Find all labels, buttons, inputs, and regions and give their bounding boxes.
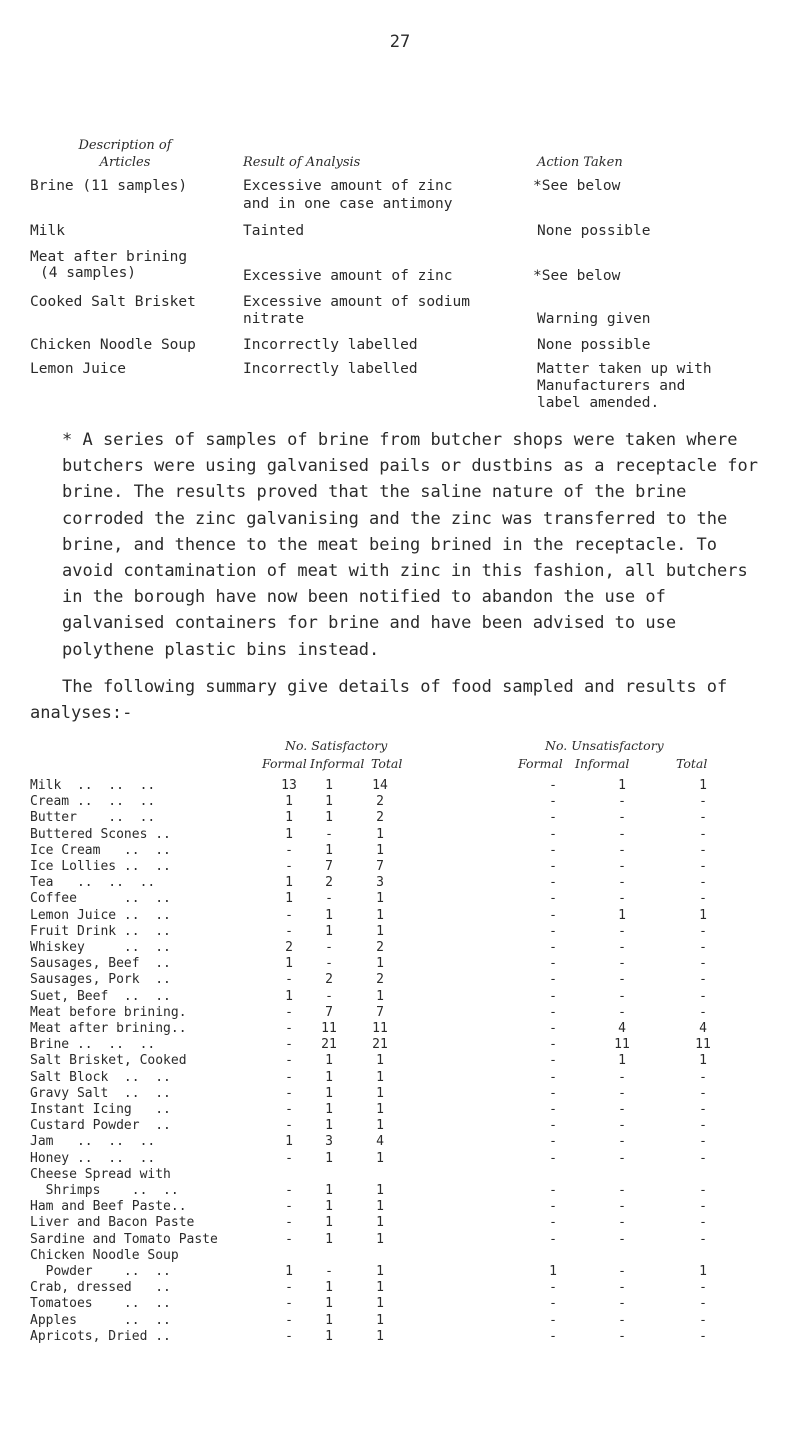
summary-value-unsat-total: - bbox=[699, 1231, 707, 1247]
summary-value-sat-formal: 13 bbox=[281, 778, 297, 793]
summary-value-sat-informal: - bbox=[325, 988, 333, 1004]
summary-value-unsat-informal: - bbox=[618, 1182, 626, 1198]
summary-value-unsat-informal: - bbox=[618, 1296, 626, 1312]
summary-value-unsat-informal: - bbox=[618, 1004, 626, 1020]
summary-value-unsat-informal: 1 bbox=[618, 1053, 626, 1069]
summary-value-sat-formal: - bbox=[285, 1118, 293, 1134]
summary-value-sat-informal: 1 bbox=[325, 1150, 333, 1166]
summary-value-sat-total: 1 bbox=[376, 1328, 384, 1344]
summary-item-name: Salt Brisket, Cooked bbox=[30, 1053, 187, 1069]
summary-value-unsat-total: - bbox=[699, 923, 707, 939]
summary-value-unsat-informal: - bbox=[618, 1118, 626, 1134]
summary-value-sat-total: 21 bbox=[372, 1037, 388, 1053]
summary-value-unsat-total: - bbox=[699, 1328, 707, 1344]
analysis-desc-meat-2: (4 samples) bbox=[40, 265, 137, 281]
summary-value-sat-total: 1 bbox=[376, 1231, 384, 1247]
summary-value-unsat-total: - bbox=[699, 956, 707, 972]
summary-value-sat-informal: 1 bbox=[325, 1118, 333, 1134]
summary-value-sat-formal: 1 bbox=[285, 988, 293, 1004]
analysis-result-brisket-2: nitrate bbox=[243, 311, 305, 327]
summary-value-unsat-informal: 11 bbox=[614, 1037, 630, 1053]
summary-value-sat-formal: 1 bbox=[285, 810, 293, 826]
analysis-action-brine: *See below bbox=[533, 178, 621, 194]
summary-value-sat-total: 1 bbox=[376, 1150, 384, 1166]
summary-value-unsat-informal: - bbox=[618, 1312, 626, 1328]
summary-value-sat-formal: - bbox=[285, 1215, 293, 1231]
summary-item-name: Meat after brining.. bbox=[30, 1021, 187, 1036]
summary-intro: The following summary give details of food sampled and results of analyses:- bbox=[30, 677, 728, 723]
summary-value-unsat-informal: - bbox=[618, 1085, 626, 1101]
summary-value-unsat-formal: - bbox=[549, 1312, 557, 1328]
summary-value-unsat-total: - bbox=[699, 972, 707, 988]
summary-value-sat-total: 4 bbox=[376, 1134, 384, 1150]
summary-value-sat-total: 1 bbox=[376, 1296, 384, 1312]
summary-item-name-cont: Shrimps .. .. bbox=[30, 1182, 179, 1198]
summary-value-unsat-formal: - bbox=[549, 907, 557, 923]
summary-value-unsat-formal: - bbox=[549, 1053, 557, 1069]
summary-value-unsat-total: - bbox=[699, 1280, 707, 1296]
summary-value-unsat-total: - bbox=[699, 1004, 707, 1020]
summary-value-sat-informal: 11 bbox=[321, 1021, 337, 1036]
summary-item-name: Coffee .. .. bbox=[30, 891, 171, 907]
summary-value-sat-total: 1 bbox=[376, 1069, 384, 1085]
summary-value-sat-informal: 3 bbox=[325, 1134, 333, 1150]
analysis-result-brine-1: Excessive amount of zinc bbox=[243, 178, 453, 194]
summary-value-sat-total: 1 bbox=[376, 1102, 384, 1117]
analysis-action-milk: None possible bbox=[537, 223, 651, 239]
analysis-result-soup: Incorrectly labelled bbox=[243, 337, 418, 353]
summary-value-sat-formal: - bbox=[285, 1231, 293, 1247]
summary-value-sat-informal: - bbox=[325, 940, 333, 955]
summary-col-informal-unsat: Informal bbox=[575, 756, 630, 771]
summary-value-unsat-total: - bbox=[699, 891, 707, 907]
analysis-result-lemon: Incorrectly labelled bbox=[243, 361, 418, 377]
summary-value-sat-informal: 21 bbox=[321, 1037, 337, 1053]
summary-value-sat-formal: - bbox=[285, 1280, 293, 1296]
summary-item-name: Tomatoes .. .. bbox=[30, 1296, 171, 1312]
summary-value-sat-formal: - bbox=[285, 1150, 293, 1166]
summary-value-unsat-formal: - bbox=[549, 1004, 557, 1020]
summary-value-unsat-informal: - bbox=[618, 1199, 626, 1215]
summary-value-sat-informal: 1 bbox=[325, 778, 333, 793]
summary-item-name: Sausages, Pork .. bbox=[30, 972, 171, 988]
summary-value-unsat-informal: - bbox=[618, 859, 626, 874]
summary-item-name: Ice Lollies .. .. bbox=[30, 859, 171, 874]
summary-col-formal-unsat: Formal bbox=[518, 756, 563, 771]
analysis-action-meat: *See below bbox=[533, 268, 621, 284]
summary-value-unsat-total: 1 bbox=[699, 778, 707, 793]
summary-value-unsat-formal: - bbox=[549, 810, 557, 826]
summary-value-sat-informal: 1 bbox=[325, 794, 333, 810]
summary-value-sat-total: 1 bbox=[376, 1280, 384, 1296]
summary-col-total-unsat: Total bbox=[676, 756, 708, 771]
summary-value-sat-informal: 7 bbox=[325, 859, 333, 874]
summary-value-sat-total: 1 bbox=[376, 923, 384, 939]
summary-value-sat-informal: 1 bbox=[325, 1199, 333, 1215]
summary-value-unsat-formal: - bbox=[549, 1296, 557, 1312]
summary-value-sat-formal: - bbox=[285, 1085, 293, 1101]
summary-item-name: Jam .. .. .. bbox=[30, 1134, 156, 1150]
summary-value-sat-informal: 1 bbox=[325, 1215, 333, 1231]
summary-value-sat-formal: - bbox=[285, 1004, 293, 1020]
summary-item-name: Custard Powder .. bbox=[30, 1118, 171, 1134]
summary-value-unsat-formal: - bbox=[549, 1231, 557, 1247]
summary-value-unsat-informal: - bbox=[618, 923, 626, 939]
summary-value-unsat-total: - bbox=[699, 1215, 707, 1231]
summary-value-unsat-total: 1 bbox=[699, 1263, 707, 1279]
summary-value-sat-informal: - bbox=[325, 826, 333, 842]
summary-item-name: Instant Icing .. bbox=[30, 1102, 171, 1117]
summary-value-sat-formal: - bbox=[285, 1021, 293, 1036]
summary-value-sat-informal: 1 bbox=[325, 842, 333, 858]
summary-value-unsat-informal: - bbox=[618, 1134, 626, 1150]
summary-value-unsat-informal: - bbox=[618, 1215, 626, 1231]
summary-value-sat-total: 1 bbox=[376, 988, 384, 1004]
summary-value-sat-informal: 2 bbox=[325, 875, 333, 891]
summary-value-sat-informal: 2 bbox=[325, 972, 333, 988]
summary-value-sat-total: 2 bbox=[376, 810, 384, 826]
summary-value-sat-total: 1 bbox=[376, 891, 384, 907]
analysis-desc-lemon: Lemon Juice bbox=[30, 361, 127, 377]
header-description bbox=[30, 137, 220, 171]
summary-value-unsat-total: 4 bbox=[699, 1021, 707, 1036]
summary-value-sat-total: 2 bbox=[376, 940, 384, 955]
summary-value-unsat-total: 1 bbox=[699, 1053, 707, 1069]
summary-value-sat-total: 1 bbox=[376, 1182, 384, 1198]
summary-value-unsat-informal: 4 bbox=[618, 1021, 626, 1036]
page-number: 27 bbox=[389, 32, 411, 52]
summary-item-name: Gravy Salt .. .. bbox=[30, 1085, 171, 1101]
summary-value-unsat-formal: - bbox=[549, 988, 557, 1004]
summary-value-sat-formal: 1 bbox=[285, 875, 293, 891]
summary-item-name: Suet, Beef .. .. bbox=[30, 988, 171, 1004]
summary-value-unsat-informal: - bbox=[618, 1102, 626, 1117]
summary-row bbox=[0, 1246, 800, 1279]
summary-value-sat-total: 11 bbox=[372, 1021, 388, 1036]
summary-value-sat-total: 2 bbox=[376, 794, 384, 810]
header-description-line2: Articles bbox=[99, 155, 151, 170]
summary-value-unsat-formal: - bbox=[549, 1037, 557, 1053]
summary-value-sat-formal: - bbox=[285, 1182, 293, 1198]
summary-value-sat-total: 1 bbox=[376, 842, 384, 858]
summary-value-sat-formal: - bbox=[285, 972, 293, 988]
summary-value-unsat-informal: - bbox=[618, 875, 626, 891]
summary-item-name: Buttered Scones .. bbox=[30, 826, 171, 842]
analysis-action-soup: None possible bbox=[537, 337, 651, 353]
summary-item-name: Sardine and Tomato Paste bbox=[30, 1231, 218, 1247]
summary-value-unsat-informal: - bbox=[618, 1150, 626, 1166]
summary-item-name-cont: Powder .. .. bbox=[30, 1263, 171, 1279]
summary-value-unsat-total: - bbox=[699, 794, 707, 810]
summary-value-unsat-total: 1 bbox=[699, 907, 707, 923]
summary-value-unsat-formal: - bbox=[549, 972, 557, 988]
summary-value-unsat-total: - bbox=[699, 826, 707, 842]
summary-item-name: Ice Cream .. .. bbox=[30, 842, 171, 858]
summary-value-unsat-informal: - bbox=[618, 891, 626, 907]
summary-value-unsat-informal: - bbox=[618, 940, 626, 955]
summary-value-unsat-total: - bbox=[699, 1102, 707, 1117]
summary-item-name: Milk .. .. .. bbox=[30, 778, 156, 793]
summary-item-name: Apples .. .. bbox=[30, 1312, 171, 1328]
summary-value-unsat-informal: - bbox=[618, 956, 626, 972]
summary-value-sat-formal: 1 bbox=[285, 794, 293, 810]
summary-value-unsat-formal: - bbox=[549, 923, 557, 939]
summary-value-sat-total: 7 bbox=[376, 859, 384, 874]
summary-value-sat-total: 7 bbox=[376, 1004, 384, 1020]
summary-value-sat-informal: 1 bbox=[325, 1102, 333, 1117]
summary-value-unsat-formal: - bbox=[549, 859, 557, 874]
summary-value-unsat-formal: - bbox=[549, 1328, 557, 1344]
summary-value-sat-informal: 1 bbox=[325, 810, 333, 826]
summary-value-unsat-informal: - bbox=[618, 826, 626, 842]
summary-value-unsat-informal: 1 bbox=[618, 778, 626, 793]
summary-col-informal-sat: Informal bbox=[310, 756, 365, 771]
summary-value-sat-formal: - bbox=[285, 1312, 293, 1328]
summary-value-unsat-formal: - bbox=[549, 1134, 557, 1150]
header-action: Action Taken bbox=[537, 155, 623, 170]
summary-value-unsat-formal: 1 bbox=[549, 1263, 557, 1279]
summary-value-sat-formal: 1 bbox=[285, 1134, 293, 1150]
summary-value-unsat-formal: - bbox=[549, 940, 557, 955]
analysis-desc-brine: Brine (11 samples) bbox=[30, 178, 188, 194]
summary-value-sat-total: 1 bbox=[376, 1312, 384, 1328]
summary-value-sat-total: 1 bbox=[376, 956, 384, 972]
summary-value-unsat-formal: - bbox=[549, 1182, 557, 1198]
summary-value-sat-informal: 1 bbox=[325, 1085, 333, 1101]
summary-value-unsat-formal: - bbox=[549, 826, 557, 842]
summary-value-unsat-total: - bbox=[699, 1182, 707, 1198]
summary-group-unsatisfactory: No. Unsatisfactory bbox=[545, 738, 664, 753]
summary-value-sat-informal: 1 bbox=[325, 1280, 333, 1296]
analysis-result-brine-2: and in one case antimony bbox=[243, 196, 453, 212]
analysis-action-brisket: Warning given bbox=[537, 311, 651, 327]
analysis-result-milk: Tainted bbox=[243, 223, 305, 239]
summary-item-name: Butter .. .. bbox=[30, 810, 156, 826]
summary-col-formal-sat: Formal bbox=[262, 756, 307, 771]
summary-value-unsat-total: - bbox=[699, 810, 707, 826]
summary-value-unsat-total: - bbox=[699, 988, 707, 1004]
summary-value-sat-total: 1 bbox=[376, 1118, 384, 1134]
summary-value-unsat-formal: - bbox=[549, 1102, 557, 1117]
summary-value-sat-formal: - bbox=[285, 1037, 293, 1053]
summary-value-unsat-informal: - bbox=[618, 988, 626, 1004]
summary-value-unsat-formal: - bbox=[549, 1150, 557, 1166]
summary-value-sat-informal: 1 bbox=[325, 1328, 333, 1344]
summary-value-sat-formal: - bbox=[285, 907, 293, 923]
summary-value-unsat-total: - bbox=[699, 1296, 707, 1312]
summary-value-sat-formal: 2 bbox=[285, 940, 293, 955]
summary-value-sat-total: 3 bbox=[376, 875, 384, 891]
summary-value-sat-informal: 1 bbox=[325, 1296, 333, 1312]
summary-value-unsat-informal: - bbox=[618, 1280, 626, 1296]
summary-value-sat-formal: 1 bbox=[285, 891, 293, 907]
summary-value-unsat-informal: - bbox=[618, 842, 626, 858]
analysis-result-brisket-1: Excessive amount of sodium bbox=[243, 294, 470, 310]
summary-value-unsat-informal: 1 bbox=[618, 907, 626, 923]
summary-value-sat-informal: 1 bbox=[325, 1312, 333, 1328]
summary-group-satisfactory: No. Satisfactory bbox=[285, 738, 388, 753]
summary-item-name: Meat before brining. bbox=[30, 1004, 187, 1020]
summary-row bbox=[0, 1165, 800, 1198]
summary-value-unsat-total: - bbox=[699, 1118, 707, 1134]
summary-item-name: Tea .. .. .. bbox=[30, 875, 156, 891]
summary-value-unsat-informal: - bbox=[618, 1263, 626, 1279]
summary-value-unsat-total: - bbox=[699, 940, 707, 955]
summary-value-unsat-formal: - bbox=[549, 956, 557, 972]
summary-value-sat-formal: - bbox=[285, 1069, 293, 1085]
summary-value-sat-formal: - bbox=[285, 1199, 293, 1215]
summary-value-unsat-informal: - bbox=[618, 810, 626, 826]
summary-value-sat-formal: 1 bbox=[285, 1263, 293, 1279]
summary-value-sat-formal: - bbox=[285, 1102, 293, 1117]
summary-item-name: Lemon Juice .. .. bbox=[30, 907, 171, 923]
summary-value-sat-total: 14 bbox=[372, 778, 388, 793]
summary-item-name: Chicken Noodle Soup bbox=[30, 1247, 179, 1263]
summary-value-unsat-informal: - bbox=[618, 1069, 626, 1085]
summary-value-unsat-formal: - bbox=[549, 1215, 557, 1231]
summary-value-sat-informal: 1 bbox=[325, 1053, 333, 1069]
summary-item-name: Cheese Spread with bbox=[30, 1166, 171, 1182]
analysis-result-meat: Excessive amount of zinc bbox=[243, 268, 453, 284]
summary-item-name: Fruit Drink .. .. bbox=[30, 923, 171, 939]
summary-item-name: Cream .. .. .. bbox=[30, 794, 156, 810]
summary-value-unsat-formal: - bbox=[549, 891, 557, 907]
summary-item-name: Apricots, Dried .. bbox=[30, 1328, 171, 1344]
summary-value-sat-total: 1 bbox=[376, 1199, 384, 1215]
summary-value-unsat-formal: - bbox=[549, 794, 557, 810]
summary-item-name: Salt Block .. .. bbox=[30, 1069, 171, 1085]
summary-value-sat-informal: 1 bbox=[325, 923, 333, 939]
analysis-action-lemon-3: label amended. bbox=[537, 395, 660, 411]
summary-value-sat-formal: - bbox=[285, 923, 293, 939]
analysis-desc-soup: Chicken Noodle Soup bbox=[30, 337, 196, 353]
summary-value-sat-total: 2 bbox=[376, 972, 384, 988]
summary-value-unsat-total: - bbox=[699, 1134, 707, 1150]
summary-value-sat-total: 1 bbox=[376, 1215, 384, 1231]
summary-item-name: Sausages, Beef .. bbox=[30, 956, 171, 972]
summary-value-unsat-formal: - bbox=[549, 1021, 557, 1036]
analysis-desc-milk: Milk bbox=[30, 223, 65, 239]
summary-value-unsat-informal: - bbox=[618, 794, 626, 810]
summary-value-unsat-total: - bbox=[699, 1312, 707, 1328]
summary-value-unsat-formal: - bbox=[549, 1069, 557, 1085]
summary-value-unsat-total: - bbox=[699, 1069, 707, 1085]
summary-value-sat-informal: 7 bbox=[325, 1004, 333, 1020]
summary-value-sat-total: 1 bbox=[376, 826, 384, 842]
summary-value-unsat-total: - bbox=[699, 842, 707, 858]
summary-item-name: Ham and Beef Paste.. bbox=[30, 1199, 187, 1215]
summary-value-sat-informal: 1 bbox=[325, 1231, 333, 1247]
summary-value-sat-formal: 1 bbox=[285, 826, 293, 842]
summary-value-unsat-formal: - bbox=[549, 842, 557, 858]
summary-item-name: Liver and Bacon Paste bbox=[30, 1215, 195, 1231]
summary-value-sat-informal: - bbox=[325, 956, 333, 972]
summary-value-sat-formal: - bbox=[285, 1296, 293, 1312]
summary-value-sat-formal: 1 bbox=[285, 956, 293, 972]
summary-value-sat-informal: - bbox=[325, 1263, 333, 1279]
summary-row bbox=[0, 1327, 800, 1347]
summary-value-unsat-formal: - bbox=[549, 1199, 557, 1215]
summary-item-name: Brine .. .. .. bbox=[30, 1037, 156, 1053]
summary-value-sat-informal: 1 bbox=[325, 1069, 333, 1085]
summary-value-sat-formal: - bbox=[285, 1328, 293, 1344]
analysis-desc-brisket: Cooked Salt Brisket bbox=[30, 294, 196, 310]
summary-value-unsat-total: 11 bbox=[695, 1037, 711, 1053]
summary-value-unsat-total: - bbox=[699, 1085, 707, 1101]
summary-value-sat-total: 1 bbox=[376, 907, 384, 923]
summary-value-sat-total: 1 bbox=[376, 1263, 384, 1279]
summary-value-unsat-total: - bbox=[699, 1150, 707, 1166]
summary-value-unsat-informal: - bbox=[618, 1328, 626, 1344]
summary-value-unsat-informal: - bbox=[618, 972, 626, 988]
header-result: Result of Analysis bbox=[243, 155, 361, 170]
summary-value-sat-formal: - bbox=[285, 859, 293, 874]
summary-value-sat-formal: - bbox=[285, 1053, 293, 1069]
summary-value-unsat-formal: - bbox=[549, 1280, 557, 1296]
analysis-action-lemon-2: Manufacturers and bbox=[537, 378, 686, 394]
summary-value-unsat-total: - bbox=[699, 1199, 707, 1215]
header-description-line1: Description of bbox=[78, 138, 172, 153]
summary-value-sat-informal: 1 bbox=[325, 1182, 333, 1198]
summary-item-name: Honey .. .. .. bbox=[30, 1150, 156, 1166]
summary-value-sat-total: 1 bbox=[376, 1085, 384, 1101]
summary-col-total-sat: Total bbox=[371, 756, 403, 771]
summary-value-sat-informal: - bbox=[325, 891, 333, 907]
summary-value-unsat-total: - bbox=[699, 859, 707, 874]
footnote-paragraph: * A series of samples of brine from butcher shops were taken where butchers were using galvanised pails or dustbins as a receptacle for brine. The results proved that the saline nature of the brine corroded the zinc galvanising and the zinc was transferred to the brine, and thence to the meat being brined in the receptacle. To avoid contamination of meat with zinc in this fashion, all butchers in the borough have now been notified to abandon the use of galvanised containers for brine and have been advised to use polythene plastic bins instead. bbox=[62, 430, 758, 660]
summary-item-name: Whiskey .. .. bbox=[30, 940, 171, 955]
summary-value-unsat-total: - bbox=[699, 875, 707, 891]
analysis-desc-meat-1: Meat after brining bbox=[30, 249, 188, 265]
analysis-action-lemon-1: Matter taken up with bbox=[537, 361, 712, 377]
summary-item-name: Crab, dressed .. bbox=[30, 1280, 171, 1296]
summary-value-sat-formal: - bbox=[285, 842, 293, 858]
summary-value-sat-total: 1 bbox=[376, 1053, 384, 1069]
summary-value-unsat-formal: - bbox=[549, 1085, 557, 1101]
summary-value-unsat-formal: - bbox=[549, 1118, 557, 1134]
summary-value-sat-informal: 1 bbox=[325, 907, 333, 923]
summary-value-unsat-formal: - bbox=[549, 875, 557, 891]
summary-value-unsat-formal: - bbox=[549, 778, 557, 793]
summary-value-unsat-informal: - bbox=[618, 1231, 626, 1247]
